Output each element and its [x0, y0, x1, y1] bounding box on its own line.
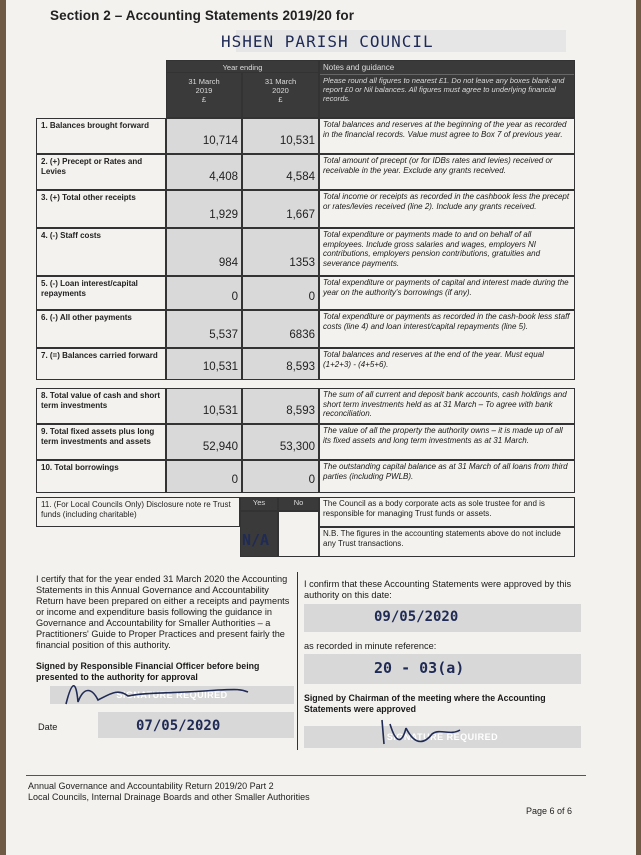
value-2020: 1,667: [242, 190, 319, 228]
value-2019: 4,408: [166, 154, 242, 190]
row-label: 3. (+) Total other receipts: [36, 190, 166, 228]
minute-ref: 20 - 03(a): [374, 659, 465, 677]
value-2019: 1,929: [166, 190, 242, 228]
page-number: Page 6 of 6: [526, 806, 573, 816]
row-label: 10. Total borrowings: [36, 460, 166, 493]
trust-no-box[interactable]: [278, 511, 319, 557]
value-2020: 8,593: [242, 388, 319, 424]
value-2020: 1353: [242, 228, 319, 276]
council-name: HSHEN PARISH COUNCIL: [221, 32, 434, 51]
column-divider: [297, 572, 298, 750]
trust-yes-header: Yes: [240, 497, 278, 511]
value-2020: 10,531: [242, 118, 319, 154]
row-label: 8. Total value of cash and short term investments: [36, 388, 166, 424]
col-2020-header: 31 March 2020 £: [242, 72, 319, 118]
footer-rule: [26, 775, 586, 776]
date-label: Date: [38, 722, 58, 732]
trust-answer: N/A: [242, 531, 270, 549]
trust-note-1: The Council as a body corporate acts as sole trustee for and is responsible for managing Trust funds or assets.: [319, 497, 575, 527]
value-2020: 6836: [242, 310, 319, 348]
row-note: The value of all the property the authority owns – it is made up of all its fixed assets and long term investments as at 31 March.: [319, 424, 575, 460]
notes-header: Notes and guidance Please round all figures to nearest £1. Do not leave any boxes blank and report £0 or Nil balances. All figures must agree to underlying financial records.: [319, 60, 575, 118]
row-note: Total expenditure or payments of capital and interest made during the year on the authority's borrowings (if any).: [319, 276, 575, 310]
chair-signature: [376, 714, 466, 750]
row-note: Total amount of precept (or for IDBs rates and levies) received or receivable in the year. Exclude any grants received.: [319, 154, 575, 190]
value-2020: 53,300: [242, 424, 319, 460]
value-2019: 10,714: [166, 118, 242, 154]
row-label: 7. (=) Balances carried forward: [36, 348, 166, 380]
minute-label: as recorded in minute reference:: [304, 641, 437, 651]
value-2020: 0: [242, 460, 319, 493]
year-ending-header: Year ending: [166, 60, 319, 118]
chair-signed-by: Signed by Chairman of the meeting where the Accounting Statements were approved: [304, 693, 546, 714]
value-2019: 52,940: [166, 424, 242, 460]
row-note: The sum of all current and deposit bank accounts, cash holdings and short term investments held as at 31 March – To agree with bank reconciliation.: [319, 388, 575, 424]
trust-note-2: N.B. The figures in the accounting statements above do not include any Trust transactions.: [319, 527, 575, 557]
row-note: Total income or receipts as recorded in the cashbook less the precept or rates/levies received (line 2). Include any grants received.: [319, 190, 575, 228]
section-title: Section 2 – Accounting Statements 2019/20 for: [50, 8, 355, 23]
value-2020: 4,584: [242, 154, 319, 190]
row-label: 1. Balances brought forward: [36, 118, 166, 154]
trust-no-header: No: [278, 497, 319, 511]
trust-label: 11. (For Local Councils Only) Disclosure note re Trust funds (including charitable): [36, 497, 240, 527]
row-note: Total balances and reserves at the end of the year. Must equal (1+2+3) - (4+5+6).: [319, 348, 575, 380]
rfo-signature: [58, 676, 258, 710]
row-note: Total balances and reserves at the beginning of the year as recorded in the financial records. Value must agree to Box 7 of previous year.: [319, 118, 575, 154]
row-label: 2. (+) Precept or Rates and Levies: [36, 154, 166, 190]
chair-signature-field[interactable]: SIGNATURE REQUIRED: [304, 726, 581, 748]
value-2020: 8,593: [242, 348, 319, 380]
row-note: The outstanding capital balance as at 31 March of all loans from third parties (including PWLB).: [319, 460, 575, 493]
footer-line-1: Annual Governance and Accountability Return 2019/20 Part 2: [28, 781, 274, 791]
value-2019: 0: [166, 460, 242, 493]
value-2019: 5,537: [166, 310, 242, 348]
row-label: 9. Total fixed assets plus long term investments and assets: [36, 424, 166, 460]
approval-date: 09/05/2020: [374, 609, 459, 625]
row-note: Total expenditure or payments made to and on behalf of all employees. Include gross salaries and wages, employers NI contributions, employers pension contributions, gratuities and severance payments.: [319, 228, 575, 276]
date-value: 07/05/2020: [136, 718, 221, 734]
rfo-signature-field[interactable]: SIGNATURE REQUIRED: [50, 686, 294, 704]
row-note: Total expenditure or payments as recorded in the cash-book less staff costs (line 4) and loan interest/capital repayments (line 5).: [319, 310, 575, 348]
value-2019: 10,531: [166, 348, 242, 380]
value-2019: 984: [166, 228, 242, 276]
value-2019: 0: [166, 276, 242, 310]
row-label: 5. (-) Loan interest/capital repayments: [36, 276, 166, 310]
confirm-text: I confirm that these Accounting Statements were approved by this authority on this date:: [304, 579, 572, 600]
value-2019: 10,531: [166, 388, 242, 424]
row-label: 4. (-) Staff costs: [36, 228, 166, 276]
row-label: 6. (-) All other payments: [36, 310, 166, 348]
rfo-signed-by: Signed by Responsible Financial Officer before being presented to the authority for approval: [36, 661, 260, 682]
document-page: [6, 0, 636, 855]
col-2019-header: 31 March 2019 £: [166, 72, 242, 118]
footer-line-2: Local Councils, Internal Drainage Boards and other Smaller Authorities: [28, 792, 310, 802]
certify-text: I certify that for the year ended 31 March 2020 the Accounting Statements in this Annual Governance and Accountability Return have been prepared on either a receipts and payments or income and expenditure basis following the guidance in Governance and Accountability for Smaller Authorities – a Practitioners' Guide to Proper Practices and present fairly the financial position of this authority.: [36, 574, 290, 650]
value-2020: 0: [242, 276, 319, 310]
